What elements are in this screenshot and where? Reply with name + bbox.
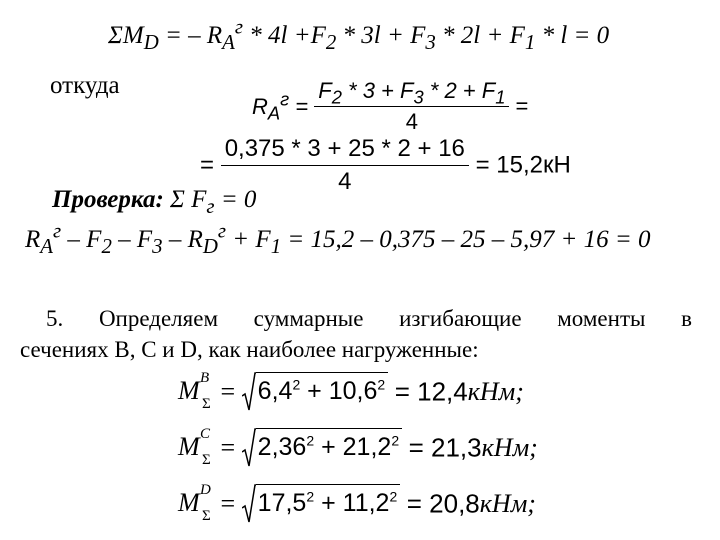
check-label: Проверка: [52,186,164,213]
ra-fraction-formula: $R_A^г$ = $\frac{F_2 * 3 + F_3 * 2 + F_1}{4}$ = [252,78,529,134]
step-5-paragraph [20,303,692,365]
check-line [52,186,257,218]
paragraph-line-1: 5. Определяем суммарные изгибающие моменты в [46,306,692,331]
moment-equation-d: $\Sigma M_D$ = – $R_A^г * 4l +F_2 * 3l + F_3 * 2l + F_1 * l = 0$ [108,14,610,54]
moment-formula-c: M C Σ = $2,36^2 + 21,2^2 = 21,3кНм$; [178,426,538,468]
ra-numeric-formula: = $\frac{0,375 * 3 + 25 * 2 + 16}{4}$ = 15,2кН [200,135,571,195]
check-expression: Σ $F_г = 0$ [170,186,257,218]
moment-formula-d: M D Σ = $17,5^2 + 11,2^2 = 20,8кНм$; [178,482,536,524]
sqrt-c: $2,36^2 + 21,2^2$ [242,428,402,468]
sqrt-d: $17,5^2 + 11,2^2$ [242,484,401,524]
ra-numeric-fraction: $\frac{0,375 * 3 + 25 * 2 + 16}{4}$ [221,135,469,196]
moment-formula-b: M B Σ = $6,4^2 + 10,6^2 = 12,4кНм$; [178,370,524,412]
otkuda-label: откуда [50,72,120,99]
ra-fraction: $\frac{F_2 * 3 + F_3 * 2 + F_1}{4}$ [314,78,509,135]
check-sum-equation: $R_A^г - F_2 - F_3 - R_D^г + F_1 = 15,2 - 0,375 - 25 - 5,97 + 16 = 0$ [25,218,651,258]
paragraph-line-2: сечениях В, С и D, как наиболее нагруженные: [20,337,479,362]
sqrt-b: $6,4^2 + 10,6^2$ [242,372,389,412]
